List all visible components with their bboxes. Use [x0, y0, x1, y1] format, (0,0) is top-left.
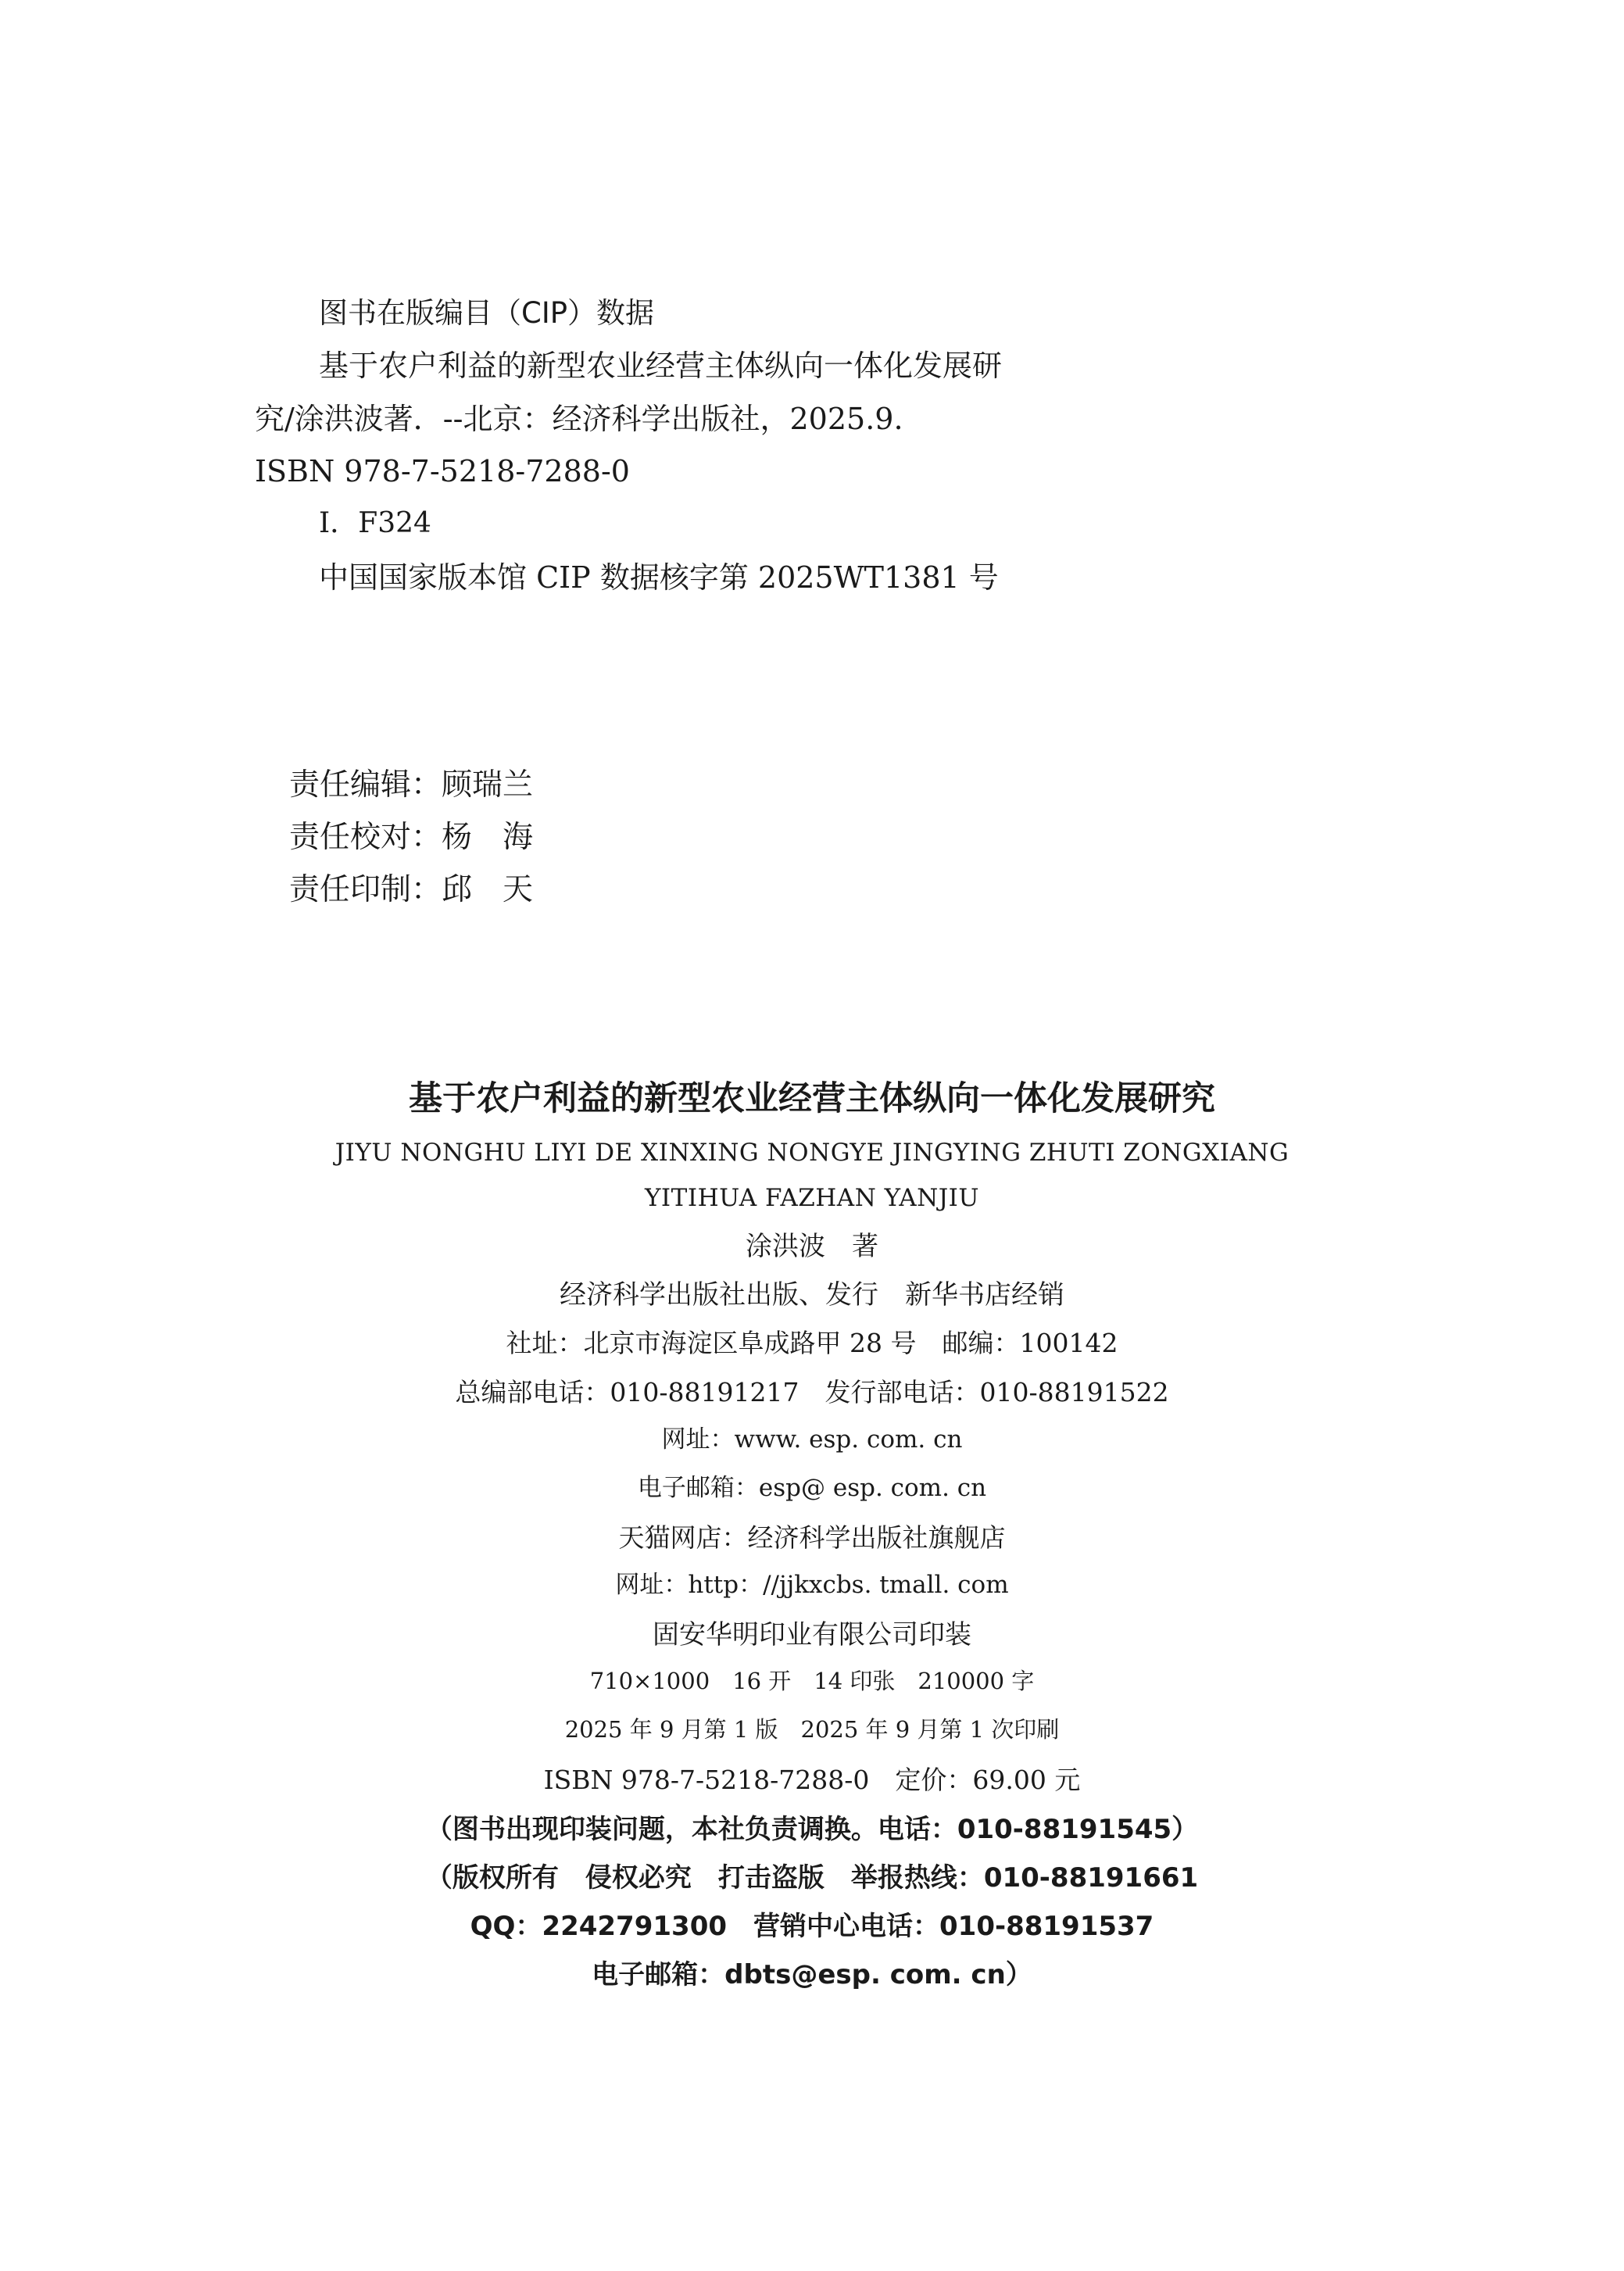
- colophon-author: 涂洪波 著: [746, 1231, 878, 1262]
- colophon-notice-line-3: QQ：2242791300 营销中心电话：010-88191537: [470, 1911, 1154, 1942]
- cip-core-data: 中国国家版本馆 CIP 数据核字第 2025WT1381 号: [319, 560, 999, 595]
- cip-isbn: ISBN 978-7-5218-7288-0: [255, 454, 630, 488]
- colophon-phones: 总编部电话：010-88191217 发行部电话：010-88191522: [455, 1377, 1169, 1407]
- colophon-title: 基于农户利益的新型农业经营主体纵向一体化发展研究: [409, 1079, 1215, 1118]
- colophon-isbn-price: ISBN 978-7-5218-7288-0 定价：69.00 元: [543, 1765, 1081, 1795]
- colophon-pinyin-line-1: JIYU NONGHU LIYI DE XINXING NONGYE JINGYING ZHUTI ZONGXIANG: [334, 1139, 1290, 1167]
- colophon-notice-line-1: （图书出现印装问题，本社负责调换。电话：010-88191545）: [425, 1814, 1199, 1845]
- cip-heading: 图书在版编目（CIP）数据: [319, 296, 655, 330]
- colophon-notice-line-2: （版权所有 侵权必究 打击盗版 举报热线：010-88191661: [425, 1862, 1199, 1894]
- responsible-proofreader: 责任校对：杨 海: [289, 820, 534, 855]
- cip-title-line-1: 基于农户利益的新型农业经营主体纵向一体化发展研: [319, 349, 1003, 383]
- colophon-pinyin-line-2: YITIHUA FAZHAN YANJIU: [644, 1184, 980, 1212]
- colophon-edition: 2025 年 9 月第 1 版 2025 年 9 月第 1 次印刷: [564, 1716, 1060, 1743]
- colophon-tmall-store: 天猫网店：经济科学出版社旗舰店: [618, 1522, 1006, 1553]
- colophon-publisher: 经济科学出版社出版、发行 新华书店经销: [560, 1279, 1064, 1311]
- responsible-printing: 责任印制：邱 天: [289, 872, 534, 907]
- cip-title-line-2: 究/涂洪波著．--北京：经济科学出版社，2025.9.: [255, 402, 903, 436]
- colophon-website: 网址：www. esp. com. cn: [661, 1425, 963, 1454]
- colophon-notice-line-4: 电子邮箱：dbts@esp. com. cn）: [592, 1959, 1032, 1990]
- colophon-email: 电子邮箱：esp@ esp. com. cn: [637, 1474, 987, 1502]
- colophon-tmall-url: 网址：http：//jjkxcbs. tmall. com: [615, 1571, 1009, 1599]
- colophon-address: 社址：北京市海淀区阜成路甲 28 号 邮编：100142: [506, 1328, 1118, 1358]
- responsible-editor: 责任编辑：顾瑞兰: [289, 767, 534, 803]
- colophon-specs: 710×1000 16 开 14 印张 210000 字: [589, 1668, 1035, 1694]
- colophon-printer: 固安华明印业有限公司印装: [653, 1619, 971, 1650]
- cip-classification: Ⅰ．F324: [319, 507, 431, 539]
